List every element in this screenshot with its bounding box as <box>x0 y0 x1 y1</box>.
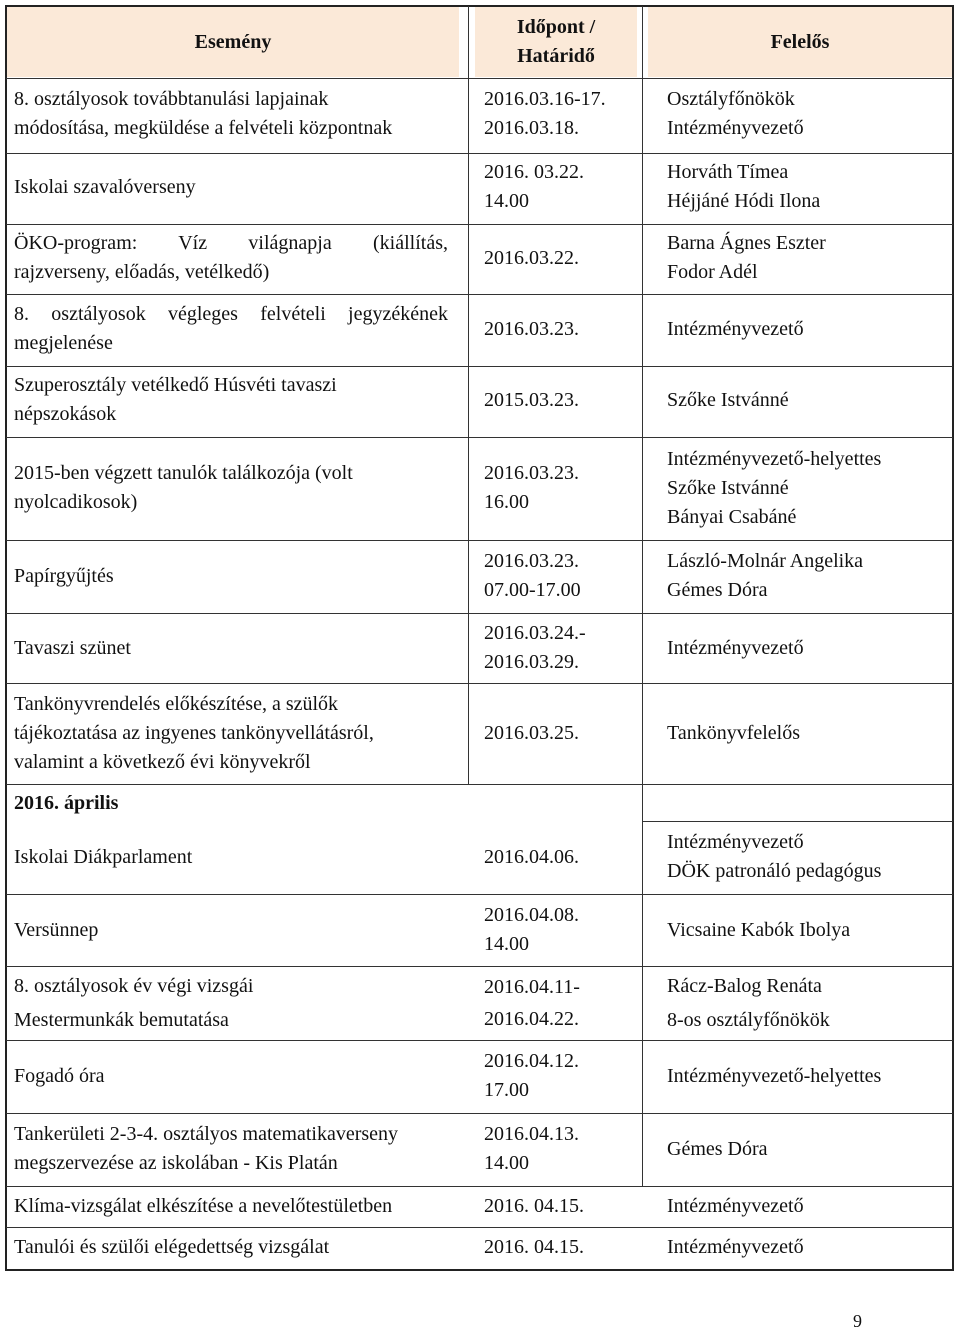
responsible-cell <box>667 1229 947 1265</box>
event-text: valamint a következő évi könyvekről <box>14 750 311 773</box>
responsible-text: Intézményvezető <box>667 831 804 853</box>
row-divider <box>642 821 953 822</box>
header-responsible-label: Felelős <box>770 30 830 53</box>
date-text: 2016. 04.15. <box>484 1194 584 1217</box>
event-text: Tankerületi 2-3-4. osztályos matematikaverseny <box>14 1123 399 1145</box>
responsible-text: Gémes Dóra <box>667 579 768 601</box>
responsible-cell <box>667 158 947 216</box>
row-divider <box>6 294 953 295</box>
event-text: Tanulói és szülői elégedettség vizsgálat <box>14 1235 330 1258</box>
event-cell <box>14 618 454 678</box>
responsible-text: Fodor Adél <box>667 261 758 283</box>
responsible-text: Tankönyvfelelős <box>667 721 801 744</box>
date-cell <box>484 1188 639 1224</box>
event-text: megszervezése az iskolában - Kis Platán <box>14 1152 338 1174</box>
header-event-label: Esemény <box>194 30 272 53</box>
date-text: 2016.03.29. <box>484 651 579 673</box>
event-text: megjelenése <box>14 332 113 354</box>
responsible-cell <box>667 441 947 536</box>
row-divider <box>6 224 953 225</box>
responsible-text: DÖK patronáló pedagógus <box>667 860 882 882</box>
date-text: 2016.04.12. <box>484 1050 579 1072</box>
date-text: 2016. 04.15. <box>484 1235 584 1258</box>
date-cell <box>484 370 639 430</box>
date-text: 2016.04.08. <box>484 904 579 926</box>
event-text: Iskolai szavalóverseny <box>14 175 196 198</box>
responsible-text: Intézményvezető-helyettes <box>667 448 882 470</box>
event-cell <box>14 689 454 777</box>
event-text: Szuperosztály vetélkedő Húsvéti tavaszi <box>14 374 337 396</box>
date-text: 14.00 <box>484 190 529 212</box>
responsible-cell <box>667 689 947 777</box>
date-cell <box>484 546 639 606</box>
header-date-line2: Határidő <box>517 45 595 67</box>
responsible-text: Intézményvezető <box>667 117 804 139</box>
event-cell <box>14 229 448 287</box>
responsible-text: Bányai Csabáné <box>667 506 797 528</box>
responsible-text: Osztályfőnökök <box>667 88 795 110</box>
responsible-text: Intézményvezető <box>667 1235 804 1258</box>
event-cell <box>14 158 454 216</box>
event-text: Tavaszi szünet <box>14 636 131 659</box>
date-text: 2016.03.23. <box>484 317 579 340</box>
responsible-text: Gémes Dóra <box>667 1137 768 1160</box>
responsible-text: Intézményvezető <box>667 1194 804 1217</box>
responsible-text: Intézményvezető <box>667 317 804 340</box>
header-date-line1: Időpont / <box>516 16 596 38</box>
date-cell <box>484 158 639 216</box>
responsible-cell <box>667 546 947 606</box>
event-cell <box>14 971 474 1035</box>
event-text: nyolcadikosok) <box>14 491 138 513</box>
responsible-cell <box>667 899 947 961</box>
responsible-cell <box>667 618 947 678</box>
responsible-text: László-Molnár Angelika <box>667 550 864 572</box>
date-text: 16.00 <box>484 491 529 513</box>
responsible-cell <box>667 229 947 287</box>
date-text: 14.00 <box>484 1152 529 1174</box>
date-cell <box>484 84 639 144</box>
date-text: 2016.04.22. <box>484 1008 579 1030</box>
responsible-cell <box>667 826 947 888</box>
responsible-cell <box>667 84 947 144</box>
responsible-text: Szőke Istvánné <box>667 388 789 411</box>
event-text: Papírgyűjtés <box>14 564 114 587</box>
header-responsible <box>648 7 952 77</box>
responsible-text: Rácz-Balog Renáta <box>667 975 822 997</box>
row-divider <box>6 1186 953 1187</box>
row-divider <box>6 1227 953 1228</box>
row-divider <box>6 540 953 541</box>
responsible-text: Intézményvezető <box>667 636 804 659</box>
page-number: 9 <box>853 1311 862 1331</box>
event-cell <box>14 299 448 359</box>
date-text: 2016.04.06. <box>484 845 579 868</box>
row-divider <box>6 683 953 684</box>
row-divider <box>6 784 953 785</box>
event-text: Mestermunkák bemutatása <box>14 1009 229 1031</box>
event-text: népszokások <box>14 403 117 425</box>
date-text: 2016.03.24.- <box>484 622 586 644</box>
responsible-text: Horváth Tímea <box>667 161 789 183</box>
responsible-text: Vicsaine Kabók Ibolya <box>667 918 851 941</box>
month-heading-text: 2016. április <box>14 791 119 814</box>
date-text: 2016. 03.22. <box>484 161 584 183</box>
event-cell <box>14 826 474 888</box>
date-cell <box>484 1118 639 1180</box>
event-cell <box>14 84 454 144</box>
event-text: 8. osztályosok végleges felvételi jegyzékének <box>14 303 448 325</box>
event-text: rajzverseny, előadás, vetélkedő) <box>14 261 270 283</box>
row-divider <box>6 437 953 438</box>
date-text: 2016.03.23. <box>484 550 579 572</box>
responsible-text: Héjjáné Hódi Ilona <box>667 190 821 212</box>
date-text: 2016.03.23. <box>484 462 579 484</box>
event-text: ÖKO-program: Víz világnapja (kiállítás, <box>14 232 448 254</box>
responsible-cell <box>667 1188 947 1224</box>
date-text: 2016.04.13. <box>484 1123 579 1145</box>
header-event <box>7 7 459 77</box>
date-cell <box>484 971 639 1035</box>
row-divider <box>6 894 953 895</box>
row-divider <box>6 613 953 614</box>
date-text: 2016.03.16-17. <box>484 88 606 110</box>
date-text: 2016.03.25. <box>484 721 579 744</box>
responsible-text: 8-os osztályfőnökök <box>667 1009 830 1031</box>
date-text: 07.00-17.00 <box>484 579 581 601</box>
responsible-cell <box>667 299 947 359</box>
responsible-cell <box>667 1118 947 1180</box>
event-cell <box>14 1118 474 1180</box>
event-cell <box>14 370 454 430</box>
responsible-text: Barna Ágnes Eszter <box>667 232 826 254</box>
date-text: 2016.03.18. <box>484 117 579 139</box>
event-text: tájékoztatása az ingyenes tankönyvellátásról, <box>14 721 374 744</box>
responsible-cell <box>667 971 947 1035</box>
responsible-text: Szőke Istvánné <box>667 477 789 499</box>
responsible-cell <box>667 370 947 430</box>
date-cell <box>484 899 639 961</box>
event-text: 2015-ben végzett tanulók találkozója (volt <box>14 462 353 484</box>
date-text: 17.00 <box>484 1079 529 1101</box>
event-text: Iskolai Diákparlament <box>14 845 193 868</box>
row-divider <box>6 1113 953 1114</box>
responsible-text: Intézményvezető-helyettes <box>667 1064 882 1087</box>
event-text: 8. osztályosok év végi vizsgái <box>14 975 254 997</box>
event-cell <box>14 1188 484 1224</box>
header-date <box>475 7 637 77</box>
row-divider <box>6 153 953 154</box>
date-text: 2015.03.23. <box>484 388 579 411</box>
month-heading <box>14 788 454 818</box>
date-cell <box>484 443 639 533</box>
event-cell <box>14 443 454 533</box>
date-cell <box>484 618 639 678</box>
row-divider <box>6 78 953 79</box>
event-cell <box>14 1229 484 1265</box>
col-divider-2 <box>642 6 643 1186</box>
date-cell <box>484 826 639 888</box>
date-cell <box>484 689 639 777</box>
date-cell <box>484 229 639 287</box>
event-text: módosítása, megküldése a felvételi központnak <box>14 117 393 139</box>
row-divider <box>6 966 953 967</box>
date-cell <box>484 299 639 359</box>
event-text: Tankönyvrendelés előkészítése, a szülők <box>14 692 339 715</box>
event-cell <box>14 546 454 606</box>
row-divider <box>6 366 953 367</box>
date-text: 2016.04.11- <box>484 976 580 998</box>
event-text: Versünnep <box>14 918 99 941</box>
event-text: 8. osztályosok továbbtanulási lapjainak <box>14 88 329 110</box>
event-text: Fogadó óra <box>14 1064 105 1087</box>
date-text: 2016.03.22. <box>484 246 579 269</box>
date-cell <box>484 1045 639 1107</box>
row-divider <box>6 1040 953 1041</box>
event-cell <box>14 899 474 961</box>
event-text: Klíma-vizsgálat elkészítése a nevelőtestületben <box>14 1194 393 1217</box>
responsible-cell <box>667 1045 947 1107</box>
date-cell <box>484 1229 639 1265</box>
event-cell <box>14 1045 474 1107</box>
col-divider-1 <box>468 6 469 784</box>
date-text: 14.00 <box>484 933 529 955</box>
